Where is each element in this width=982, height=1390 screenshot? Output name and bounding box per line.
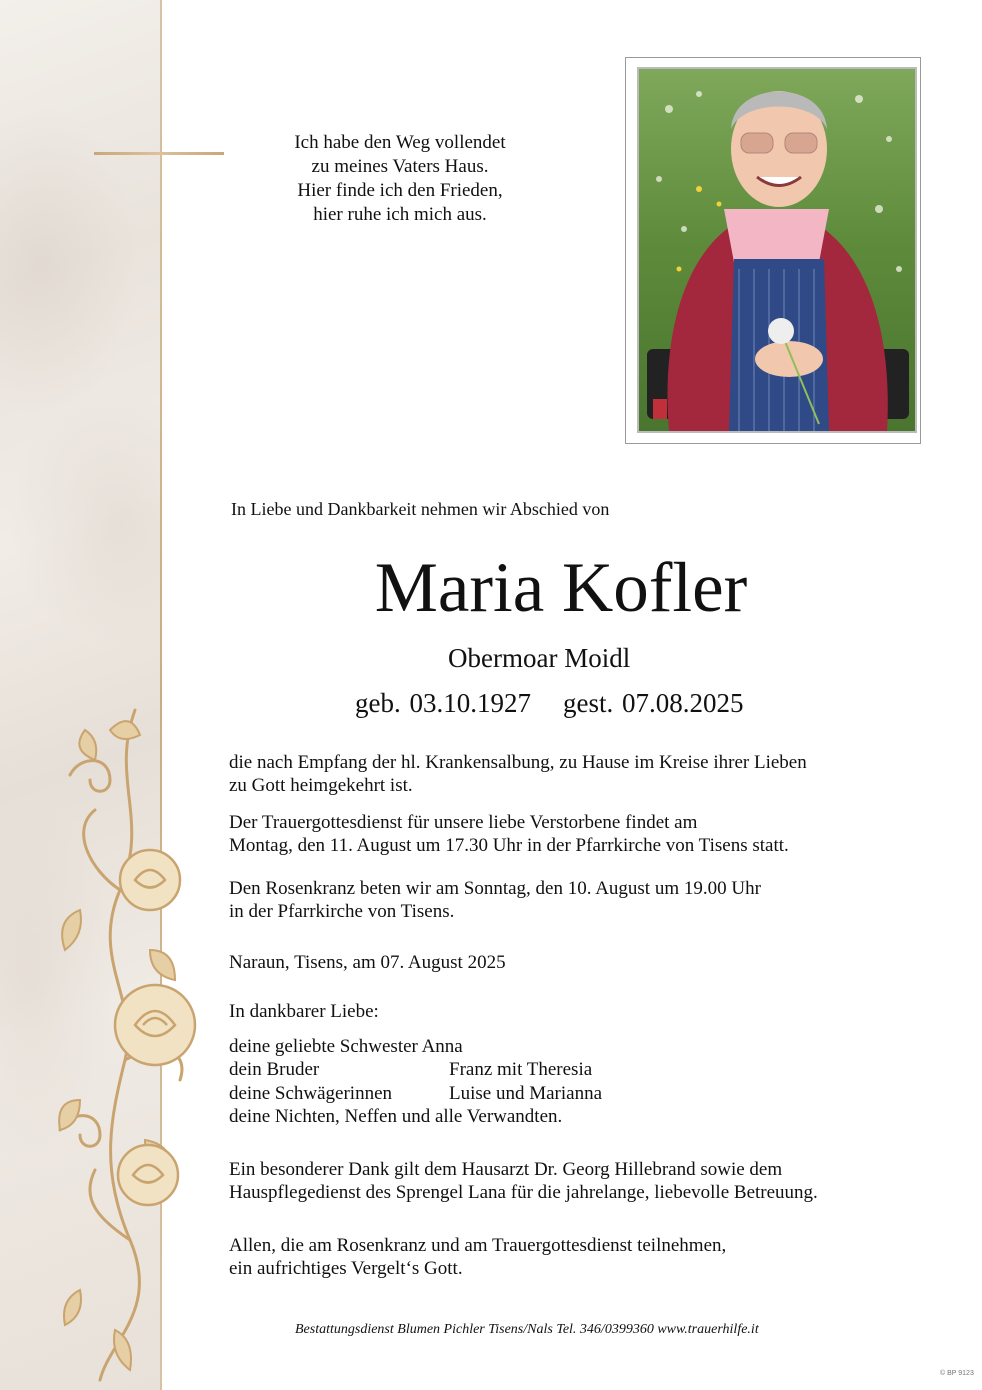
deceased-name: Maria Kofler <box>374 549 748 627</box>
mourner-names: Luise und Marianna <box>449 1083 603 1104</box>
mourner-row <box>229 1082 603 1105</box>
text-line: ein aufrichtiges Vergelt‘s Gott. <box>229 1258 463 1279</box>
poem-line: zu meines Vaters Haus. <box>311 156 489 177</box>
greeting: In dankbarer Liebe: <box>229 1001 379 1022</box>
place-date: Naraun, Tisens, am 07. August 2025 <box>229 952 506 973</box>
cross-bar-icon <box>94 152 224 155</box>
funeral-service-footer: Bestattungsdienst Blumen Pichler Tisens/Nals Tel. 346/0399360 www.trauerhilfe.it <box>295 1322 759 1337</box>
paragraph-rosary <box>229 877 761 923</box>
poem <box>240 131 560 227</box>
print-code: © BP 9123 <box>940 1370 974 1377</box>
mourner-relation: deine Nichten, Neffen und alle Verwandten. <box>229 1106 563 1127</box>
mourner-relation: dein Bruder <box>229 1059 320 1080</box>
intro-line: In Liebe und Dankbarkeit nehmen wir Abschied von <box>231 499 610 519</box>
poem-line: Ich habe den Weg vollendet <box>294 132 506 153</box>
text-line: Ein besonderer Dank gilt dem Hausarzt Dr. Georg Hillebrand sowie dem <box>229 1159 783 1180</box>
text-line: zu Gott heimgekehrt ist. <box>229 775 413 796</box>
mourner-row <box>229 1105 562 1128</box>
birth-date: geb. 03.10.1927 <box>355 688 531 718</box>
house-name: Obermoar Moidl <box>448 643 631 673</box>
mourner-names: Franz mit Theresia <box>449 1059 593 1080</box>
rose-vine-icon <box>40 700 220 1390</box>
poem-line: hier ruhe ich mich aus. <box>313 204 487 225</box>
mourner-relation: deine geliebte Schwester Anna <box>229 1036 463 1057</box>
text-line: die nach Empfang der hl. Krankensalbung, zu Hause im Kreise ihrer Lieben <box>229 752 807 773</box>
text-line: Den Rosenkranz beten wir am Sonntag, den 10. August um 19.00 Uhr <box>229 878 761 899</box>
mourner-relation: deine Schwägerinnen <box>229 1083 393 1104</box>
paragraph-closing <box>229 1234 726 1280</box>
paragraph-passing <box>229 751 807 797</box>
text-line: Der Trauergottesdienst für unsere liebe Verstorbene findet am <box>229 812 698 833</box>
poem-line: Hier finde ich den Frieden, <box>297 180 503 201</box>
text-line: Hauspflegedienst des Sprengel Lana für die jahrelange, liebevolle Betreuung. <box>229 1182 818 1203</box>
mourner-row <box>229 1058 593 1081</box>
text-line: in der Pfarrkirche von Tisens. <box>229 901 455 922</box>
text-line: Montag, den 11. August um 17.30 Uhr in der Pfarrkirche von Tisens statt. <box>229 835 789 856</box>
paragraph-funeral <box>229 811 789 857</box>
mourner-row <box>229 1035 463 1058</box>
paragraph-thanks <box>229 1158 818 1204</box>
life-dates <box>355 688 743 719</box>
portrait-photo <box>637 67 917 433</box>
death-date: gest. 07.08.2025 <box>562 688 744 718</box>
text-line: Allen, die am Rosenkranz und am Trauergottesdienst teilnehmen, <box>229 1235 727 1256</box>
